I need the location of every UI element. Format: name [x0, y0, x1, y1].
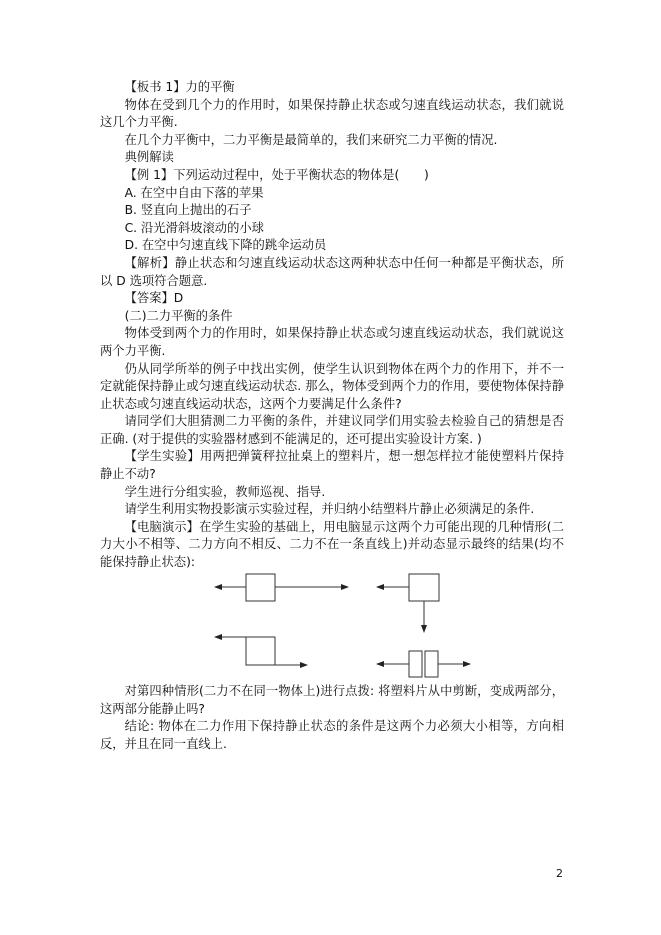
paragraph: 【例 1】下列运动过程中，处于平衡状态的物体是( ) — [124, 167, 429, 182]
paragraph: 结论: 物体在二力作用下保持静止状态的条件是这两个力必须大小相等，方向相反，并且在同一直线上. — [100, 719, 564, 751]
paragraph: D. 在空中匀速直线下降的跳伞运动员 — [124, 238, 327, 253]
case-not-collinear — [215, 637, 307, 665]
paragraph: 请学生利用实物投影演示实验过程，并归纳小结塑料片静止必须满足的条件. — [124, 502, 535, 517]
paragraph: 【解析】静止状态和匀速直线运动状态这两种状态中任何一种都是平衡状态，所以 D 选项符合题意. — [100, 255, 564, 288]
paragraph: 仍从同学所举的例子中找出实例，使学生认识到物体在两个力的作用下，并不一定就能保持静止或匀速直线运动状态. 那么，物体受到两个力的作用，要使物体保持静止状态或匀速直线运动状态，这两个力要满足什么条件? — [100, 361, 564, 411]
plastic-piece-right-half — [425, 651, 438, 677]
text-block-bottom — [100, 683, 564, 753]
plastic-piece-left-half — [409, 651, 422, 677]
paragraph: A. 在空中自由下落的苹果 — [124, 185, 264, 200]
paragraph: 在几个力平衡中，二力平衡是最简单的，我们来研究二力平衡的情况. — [124, 132, 498, 147]
paragraph: B. 竖直向上抛出的石子 — [124, 203, 252, 218]
paragraph: 【电脑演示】在学生实验的基础上，用电脑显示这两个力可能出现的几种情形(二力大小不相等、二力方向不相反、二力不在一条直线上)并动态显示最终的结果(均不能保持静止状态): — [100, 519, 564, 570]
case-unequal-forces — [215, 574, 348, 601]
paragraph: 请同学们大胆猜测二力平衡的条件，并建议同学们用实验去检验自己的猜想是否正确. (对于提供的实验器材感到不能满足的，还可提出实验设计方案. ) — [100, 414, 564, 446]
paragraph: C. 沿光滑斜坡滚动的小球 — [124, 220, 264, 235]
case-not-opposite — [377, 574, 439, 632]
paragraph: 对第四种情形(二力不在同一物体上)进行点拨: 将塑料片从中剪断，变成两部分，这两部分能静止吗? — [100, 684, 564, 716]
paragraph: 物体在受到几个力的作用时，如果保持静止状态或匀速直线运动状态，我们就说这几个力平衡. — [100, 97, 564, 130]
plastic-piece-box — [246, 637, 275, 665]
paragraph: 物体受到两个力的作用时，如果保持静止状态或匀速直线运动状态，我们就说这两个力平衡. — [100, 326, 564, 358]
case-different-objects — [377, 651, 470, 677]
paragraph: (二)二力平衡的条件 — [124, 308, 233, 323]
page-number: 2 — [556, 867, 563, 880]
paragraph: 【答案】D — [124, 291, 184, 306]
paragraph: 学生进行分组实验，教师巡视、指导. — [124, 484, 326, 499]
paragraph: 典例解读 — [124, 150, 174, 165]
paragraph: 【板书 1】力的平衡 — [124, 80, 235, 94]
plastic-piece-box — [409, 574, 439, 601]
paragraph: 【学生实验】用两把弹簧秤拉扯桌上的塑料片，想一想怎样拉才能使塑料片保持静止不动? — [100, 449, 564, 482]
plastic-piece-box — [246, 574, 275, 601]
